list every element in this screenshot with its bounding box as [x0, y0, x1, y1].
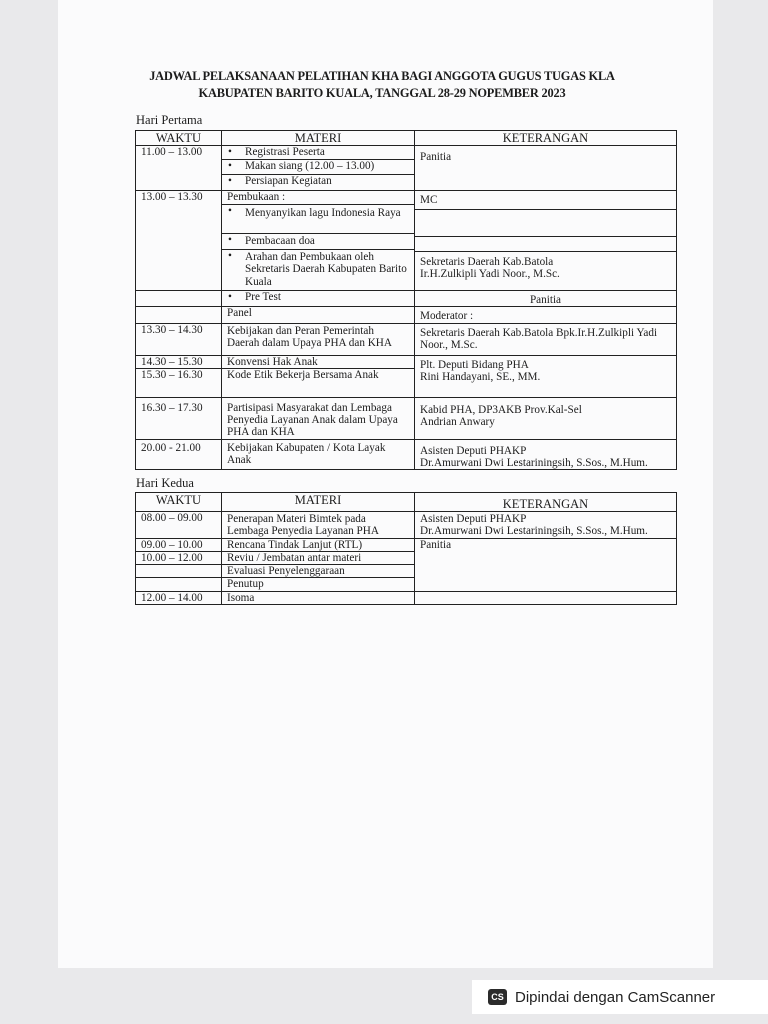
title-line-2: KABUPATEN BARITO KUALA, TANGGAL 28-29 NOPEMBER 2023: [198, 86, 566, 100]
header-waktu: WAKTU: [136, 131, 222, 146]
materi-cell: [222, 291, 415, 307]
keterangan-cell: [415, 355, 677, 397]
header-materi: MATERI: [222, 131, 415, 146]
waktu-cell: 09.00 – 10.00: [136, 538, 222, 551]
keterangan-line: Dr.Amurwani Dwi Lestariningsih, S.Sos., M.Hum.: [420, 525, 648, 538]
waktu-cell: 08.00 – 09.00: [136, 512, 222, 539]
table-header-row: [136, 493, 677, 512]
keterangan-empty: [415, 236, 676, 251]
keterangan-line: Kabid PHA, DP3AKB Prov.Kal-Sel: [420, 403, 582, 416]
document-title: [122, 68, 642, 102]
waktu-cell: 11.00 – 13.00: [136, 146, 222, 191]
camscanner-logo-icon: CS: [488, 989, 507, 1005]
keterangan-cell: Panitia: [415, 146, 677, 191]
day2-label: Hari Kedua: [136, 476, 194, 490]
title-line-1: JADWAL PELAKSANAAN PELATIHAN KHA BAGI ANGGOTA GUGUS TUGAS KLA: [149, 69, 615, 83]
waktu-cell: 20.00 - 21.00: [136, 439, 222, 470]
keterangan-line: Asisten Deputi PHAKP: [420, 444, 527, 457]
keterangan-line: Rini Handayani, SE., MM.: [420, 370, 541, 383]
keterangan-cell: Sekretaris Daerah Kab.Batola Bpk.Ir.H.Zulkipli Yadi Noor., M.Sc.: [415, 323, 677, 355]
materi-cell: Rencana Tindak Lanjut (RTL): [222, 538, 415, 551]
materi-cell: [222, 146, 415, 191]
materi-cell: [222, 191, 415, 291]
keterangan-line: Panitia: [420, 538, 452, 551]
table-row: [136, 355, 677, 368]
day1-label: Hari Pertama: [136, 113, 203, 127]
keterangan-cell: [415, 512, 677, 539]
day1-schedule-table: [135, 130, 677, 470]
camscanner-watermark: [472, 980, 768, 1014]
header-keterangan: KETERANGAN: [415, 493, 677, 512]
list-item: • Arahan dan Pembukaan oleh Sekretaris Daerah Kabupaten Barito Kuala: [222, 249, 414, 288]
materi-cell: Penerapan Materi Bimtek pada Lembaga Penyedia Layanan PHA: [222, 512, 415, 539]
keterangan-cell: [415, 439, 677, 470]
keterangan-line: Plt. Deputi Bidang PHA: [420, 358, 529, 371]
table-row: [136, 591, 677, 604]
materi-cell: Reviu / Jembatan antar materi: [222, 551, 415, 564]
materi-cell: Penutup: [222, 578, 415, 591]
materi-cell: Kebijakan dan Peran Pemerintah Daerah dalam Upaya PHA dan KHA: [222, 323, 415, 355]
table-row: [136, 191, 677, 291]
keterangan-mc: MC: [420, 194, 438, 206]
list-item: • Persiapan Kegiatan: [222, 174, 414, 188]
list-item: • Pembacaan doa: [222, 233, 414, 249]
materi-cell: Panel: [222, 307, 415, 323]
waktu-cell: [136, 291, 222, 307]
header-waktu: WAKTU: [136, 493, 222, 512]
waktu-cell: 14.30 – 15.30: [136, 355, 222, 368]
keterangan-cell: [415, 191, 677, 291]
waktu-cell: 10.00 – 12.00: [136, 551, 222, 564]
table-row: [136, 307, 677, 323]
table-row: [136, 439, 677, 470]
waktu-cell: [136, 307, 222, 323]
keterangan-empty: [415, 209, 676, 236]
waktu-cell: 13.00 – 13.30: [136, 191, 222, 291]
keterangan-cell: [415, 591, 677, 604]
keterangan-cell: [415, 538, 677, 591]
waktu-cell: [136, 578, 222, 591]
keterangan-line: Sekretaris Daerah Kab.Batola: [420, 256, 554, 268]
table-row: [136, 146, 677, 191]
keterangan-line: Dr.Amurwani Dwi Lestariningsih, S.Sos., M.Hum.: [420, 457, 648, 470]
keterangan-cell: Moderator :: [415, 307, 677, 323]
table-row: [136, 323, 677, 355]
keterangan-line: Ir.H.Zulkipli Yadi Noor., M.Sc.: [420, 268, 560, 281]
list-item: • Registrasi Peserta: [222, 146, 414, 159]
table-row: [136, 538, 677, 551]
waktu-cell: 15.30 – 16.30: [136, 368, 222, 397]
materi-cell: Kode Etik Bekerja Bersama Anak: [222, 368, 415, 397]
header-materi: MATERI: [222, 493, 415, 512]
table-row: [136, 397, 677, 439]
keterangan-sekda: [415, 251, 676, 290]
table-row: [136, 512, 677, 539]
keterangan-line: Asisten Deputi PHAKP: [420, 513, 527, 525]
list-item: • Pre Test: [222, 291, 414, 303]
waktu-cell: 16.30 – 17.30: [136, 397, 222, 439]
waktu-cell: [136, 565, 222, 578]
waktu-cell: 12.00 – 14.00: [136, 591, 222, 604]
keterangan-line: Andrian Anwary: [420, 416, 495, 429]
materi-cell: Konvensi Hak Anak: [222, 355, 415, 368]
list-item: • Menyanyikan lagu Indonesia Raya: [222, 204, 414, 233]
materi-cell: Isoma: [222, 591, 415, 604]
keterangan-cell: [415, 397, 677, 439]
keterangan-cell: Panitia: [415, 291, 677, 307]
list-item: Pembukaan :: [227, 191, 286, 203]
list-item: • Makan siang (12.00 – 13.00): [222, 159, 414, 174]
header-keterangan: KETERANGAN: [415, 131, 677, 146]
waktu-cell: 13.30 – 14.30: [136, 323, 222, 355]
day2-schedule-table: [135, 492, 677, 605]
camscanner-text: Dipindai dengan CamScanner: [515, 988, 716, 1006]
materi-cell: Evaluasi Penyelenggaraan: [222, 565, 415, 578]
table-header-row: [136, 131, 677, 146]
table-row: [136, 291, 677, 307]
materi-cell: Kebijakan Kabupaten / Kota Layak Anak: [222, 439, 415, 470]
materi-cell: Partisipasi Masyarakat dan Lembaga Penyedia Layanan Anak dalam Upaya PHA dan KHA: [222, 397, 415, 439]
